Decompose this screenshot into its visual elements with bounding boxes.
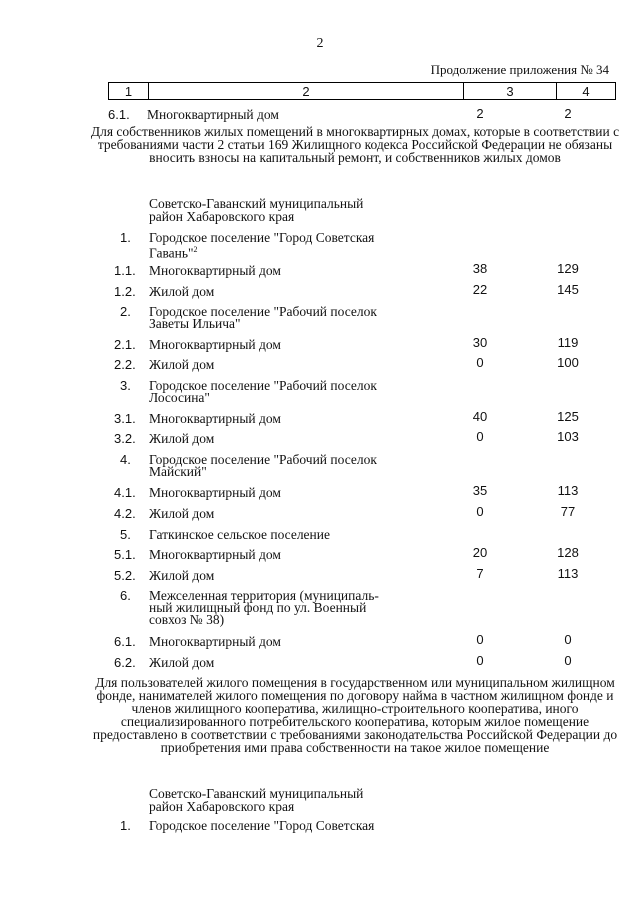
row-name: Жилой дом (149, 568, 215, 583)
row-name-continued: Лососина" (149, 390, 210, 405)
district-heading-line1: Советско-Гаванский муниципальный (149, 196, 364, 211)
row-number: 4. (120, 452, 131, 467)
row-value-col3: 2 (476, 106, 484, 121)
row-number: 3.1. (114, 411, 136, 426)
district-heading-line1: Советско-Гаванский муниципальный (149, 786, 364, 801)
row-name: Многоквартирный дом (149, 485, 281, 500)
column-header-table (108, 82, 616, 100)
row-name: Жилой дом (149, 357, 215, 372)
row-value-col4: 100 (557, 355, 579, 370)
row-value-col4: 129 (557, 261, 579, 276)
row-value-col4: 103 (557, 429, 579, 444)
row-name: Городское поселение "Рабочий поселок (149, 378, 377, 393)
row-name: Многоквартирный дом (149, 411, 281, 426)
row-name: Городское поселение "Город Советская (149, 230, 375, 245)
row-name: Городское поселение "Рабочий поселок (149, 452, 377, 467)
column-header-1: 1 (109, 83, 149, 100)
page-number: 2 (316, 36, 324, 51)
row-value-col3: 0 (476, 429, 484, 444)
row-value-col4: 145 (557, 282, 579, 297)
row-name-continued: Гавань"$^2$ (149, 245, 198, 261)
row-name: Жилой дом (149, 506, 215, 521)
row-name: Жилой дом (149, 284, 215, 299)
row-number: 1. (120, 818, 131, 833)
footnote-marker: 2 (193, 245, 198, 254)
column-header-4: 4 (557, 83, 616, 100)
row-name: Многоквартирный дом (149, 634, 281, 649)
row-value-col4: 113 (557, 566, 579, 581)
row-value-col4: 125 (557, 409, 579, 424)
row-value-col3: 20 (472, 545, 488, 560)
row-value-col4: 77 (560, 504, 576, 519)
row-number: 6.1. (114, 634, 136, 649)
paragraph-owners: Для собственников жилых помещений в многоквартирных домах, которые в соответствии с требованиями части 2 статьи 169 Жилищного кодекса Российской Федерации не обязаны вносить взносы на капитальный ремонт, и собственников жилых домов (90, 124, 620, 165)
row-value-col4: 113 (557, 483, 579, 498)
row-value-col3: 0 (476, 632, 484, 647)
row-name: Многоквартирный дом (149, 547, 281, 562)
row-value-col4: 119 (557, 335, 579, 350)
row-number: 1.2. (114, 284, 136, 299)
row-number: 6. (120, 588, 131, 603)
row-number: 2. (120, 304, 131, 319)
row-value-col4: 2 (564, 106, 572, 121)
district-heading-line2: район Хабаровского края (149, 799, 295, 814)
row-number: 3.2. (114, 431, 136, 446)
row-value-col3: 40 (472, 409, 488, 424)
row-name: Межселенная территория (муниципаль- (149, 588, 379, 603)
row-name: Многоквартирный дом (149, 263, 281, 278)
row-number: 2.1. (114, 337, 136, 352)
column-header-2: 2 (149, 83, 464, 100)
row-number: 5.1. (114, 547, 136, 562)
row-name-continued: совхоз № 38) (149, 612, 225, 627)
row-number: 3. (120, 378, 131, 393)
row-number: 5. (120, 527, 131, 542)
row-name: Многоквартирный дом (147, 107, 279, 122)
row-number: 5.2. (114, 568, 136, 583)
row-number: 6.1. (108, 107, 130, 122)
row-name: Многоквартирный дом (149, 337, 281, 352)
paragraph-users: Для пользователей жилого помещения в государственном или муниципальном жилищном фонде, нанимателей жилого помещения по договору найма в частном жилищном фонде и членов жилищного кооператива, жилищно-строительного кооператива, иного специализированного потребительского кооператива, которым жилое помещение предоставлено в соответствии с требованиями законодательства Российской Федерации до приобретения ими права собственности на такое жилое помещение (92, 675, 618, 755)
row-name: Жилой дом (149, 655, 215, 670)
column-header-3: 3 (464, 83, 557, 100)
row-value-col3: 38 (472, 261, 488, 276)
row-value-col3: 22 (472, 282, 488, 297)
row-number: 1.1. (114, 263, 136, 278)
row-value-col3: 0 (476, 355, 484, 370)
row-number: 2.2. (114, 357, 136, 372)
row-value-col4: 128 (557, 545, 579, 560)
row-value-col4: 0 (564, 653, 572, 668)
row-number: 6.2. (114, 655, 136, 670)
row-value-col4: 0 (564, 632, 572, 647)
row-name-continued: ный жилищный фонд по ул. Военный (149, 600, 367, 615)
continuation-label: Продолжение приложения № 34 (430, 62, 609, 77)
row-value-col3: 0 (476, 653, 484, 668)
district-heading-line2: район Хабаровского края (149, 209, 295, 224)
row-name-continued: Майский" (149, 464, 207, 479)
row-name: Жилой дом (149, 431, 215, 446)
row-value-col3: 0 (476, 504, 484, 519)
row-name: Городское поселение "Рабочий поселок (149, 304, 377, 319)
row-value-col3: 35 (472, 483, 488, 498)
row-name: Городское поселение "Город Советская (149, 818, 375, 833)
row-name-continued: Заветы Ильича" (149, 316, 241, 331)
row-number: 1. (120, 230, 131, 245)
row-value-col3: 7 (476, 566, 484, 581)
row-value-col3: 30 (472, 335, 488, 350)
row-number: 4.2. (114, 506, 136, 521)
row-name: Гаткинское сельское поселение (149, 527, 330, 542)
row-number: 4.1. (114, 485, 136, 500)
